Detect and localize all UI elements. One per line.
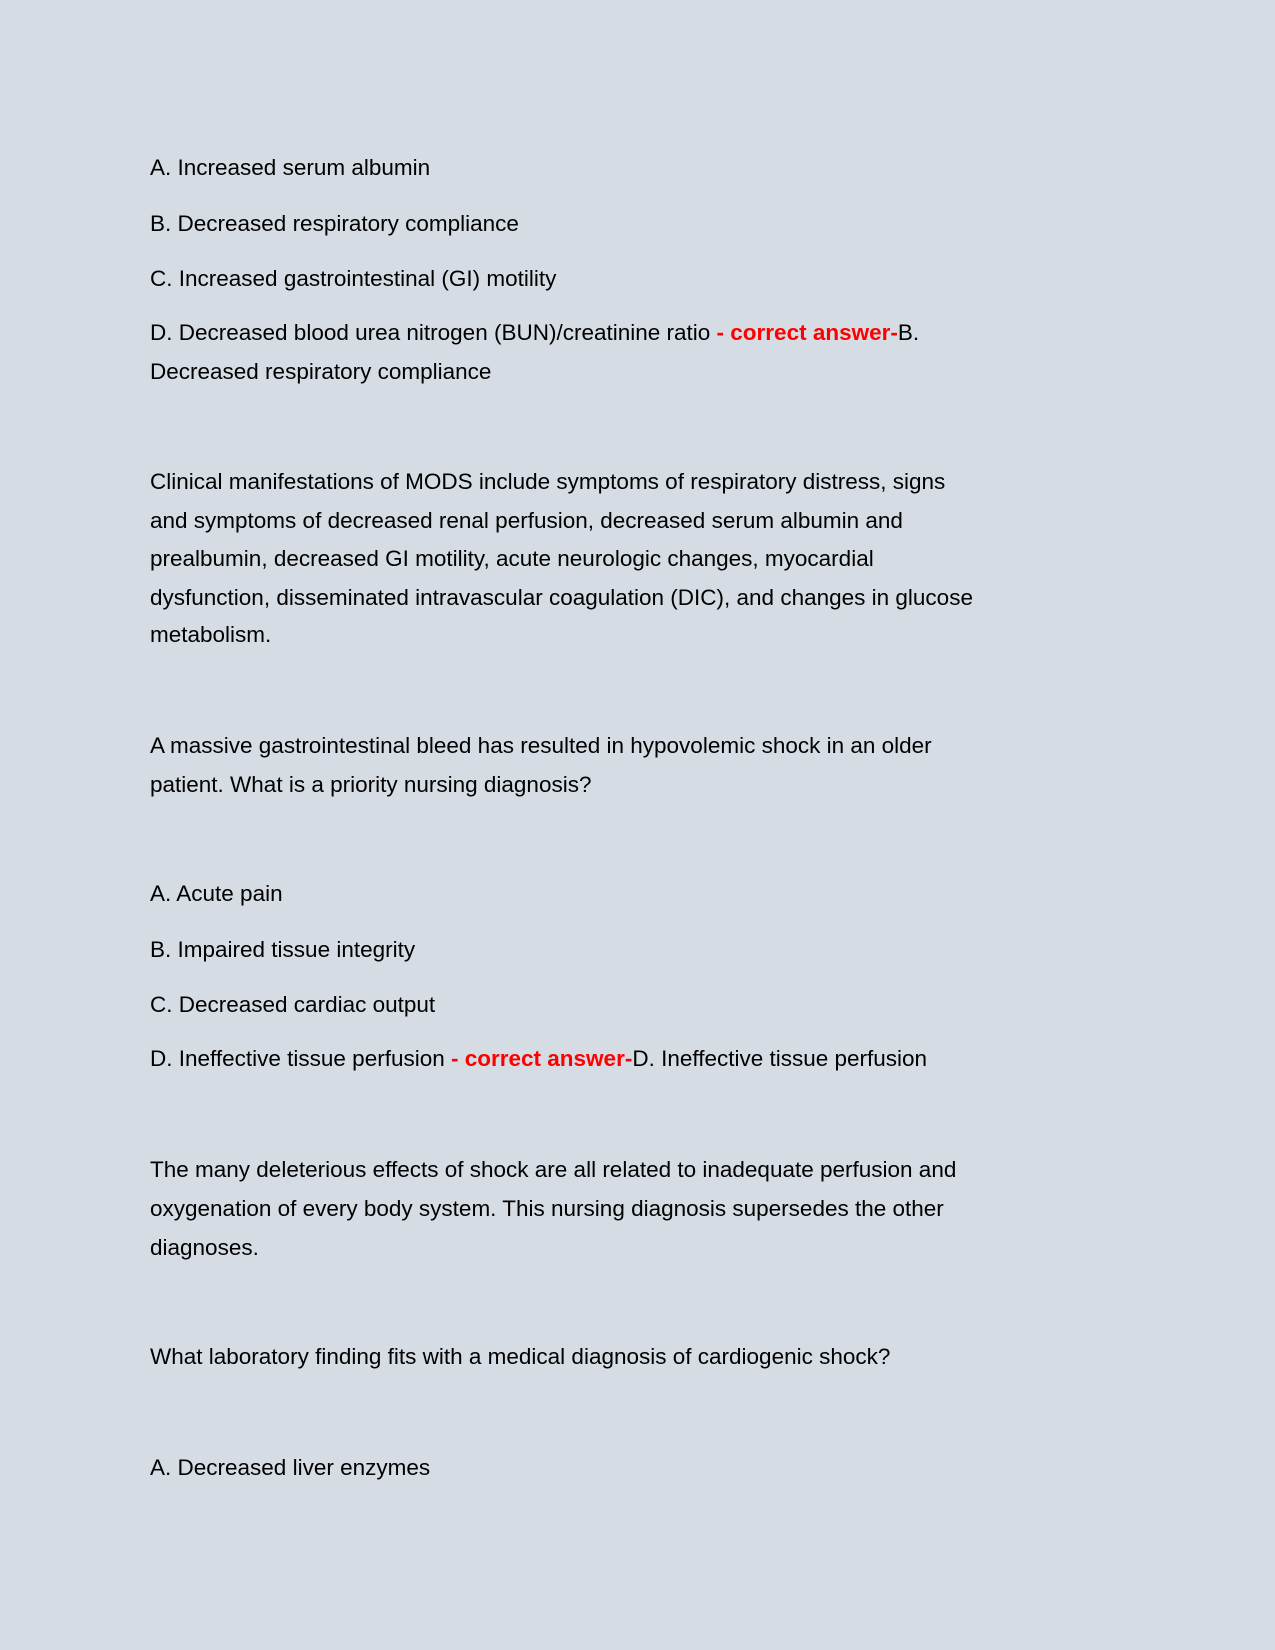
q1-rationale-line: dysfunction, disseminated intravascular coagulation (DIC), and changes in glucose [150, 585, 973, 610]
q2-rationale-line: diagnoses. [150, 1235, 259, 1260]
q1-answer-continued: Decreased respiratory compliance [150, 359, 492, 384]
option-text: D. Decreased blood urea nitrogen (BUN)/creatinine ratio [150, 320, 717, 345]
q1-option-a: A. Increased serum albumin [150, 155, 431, 180]
answer-text: B. [897, 320, 920, 345]
answer-text: D. Ineffective tissue perfusion [632, 1046, 928, 1071]
q2-question-line: A massive gastrointestinal bleed has resulted in hypovolemic shock in an older [150, 733, 932, 758]
q2-rationale-line: The many deleterious effects of shock are all related to inadequate perfusion and [150, 1157, 957, 1182]
q1-rationale-line: Clinical manifestations of MODS include symptoms of respiratory distress, signs [150, 469, 946, 494]
correct-answer-marker: - correct answer- [451, 1046, 633, 1071]
q2-option-c: C. Decreased cardiac output [150, 992, 436, 1017]
q1-rationale-line: metabolism. [150, 622, 272, 647]
q2-option-d [150, 1045, 927, 1073]
q1-rationale-line: and symptoms of decreased renal perfusion, decreased serum albumin and [150, 508, 903, 533]
q2-option-b: B. Impaired tissue integrity [150, 937, 416, 962]
q1-option-c: C. Increased gastrointestinal (GI) motility [150, 266, 557, 291]
q2-rationale-line: oxygenation of every body system. This nursing diagnosis supersedes the other [150, 1196, 944, 1221]
q1-rationale-line: prealbumin, decreased GI motility, acute neurologic changes, myocardial [150, 546, 874, 571]
option-text: D. Ineffective tissue perfusion [150, 1046, 451, 1071]
q3-question: What laboratory finding fits with a medical diagnosis of cardiogenic shock? [150, 1344, 891, 1369]
q1-option-d [150, 319, 919, 347]
correct-answer-marker: - correct answer- [716, 320, 898, 345]
q2-question-line: patient. What is a priority nursing diagnosis? [150, 772, 592, 797]
q2-option-a: A. Acute pain [150, 881, 283, 906]
q1-option-b: B. Decreased respiratory compliance [150, 211, 519, 236]
q3-option-a: A. Decreased liver enzymes [150, 1455, 431, 1480]
